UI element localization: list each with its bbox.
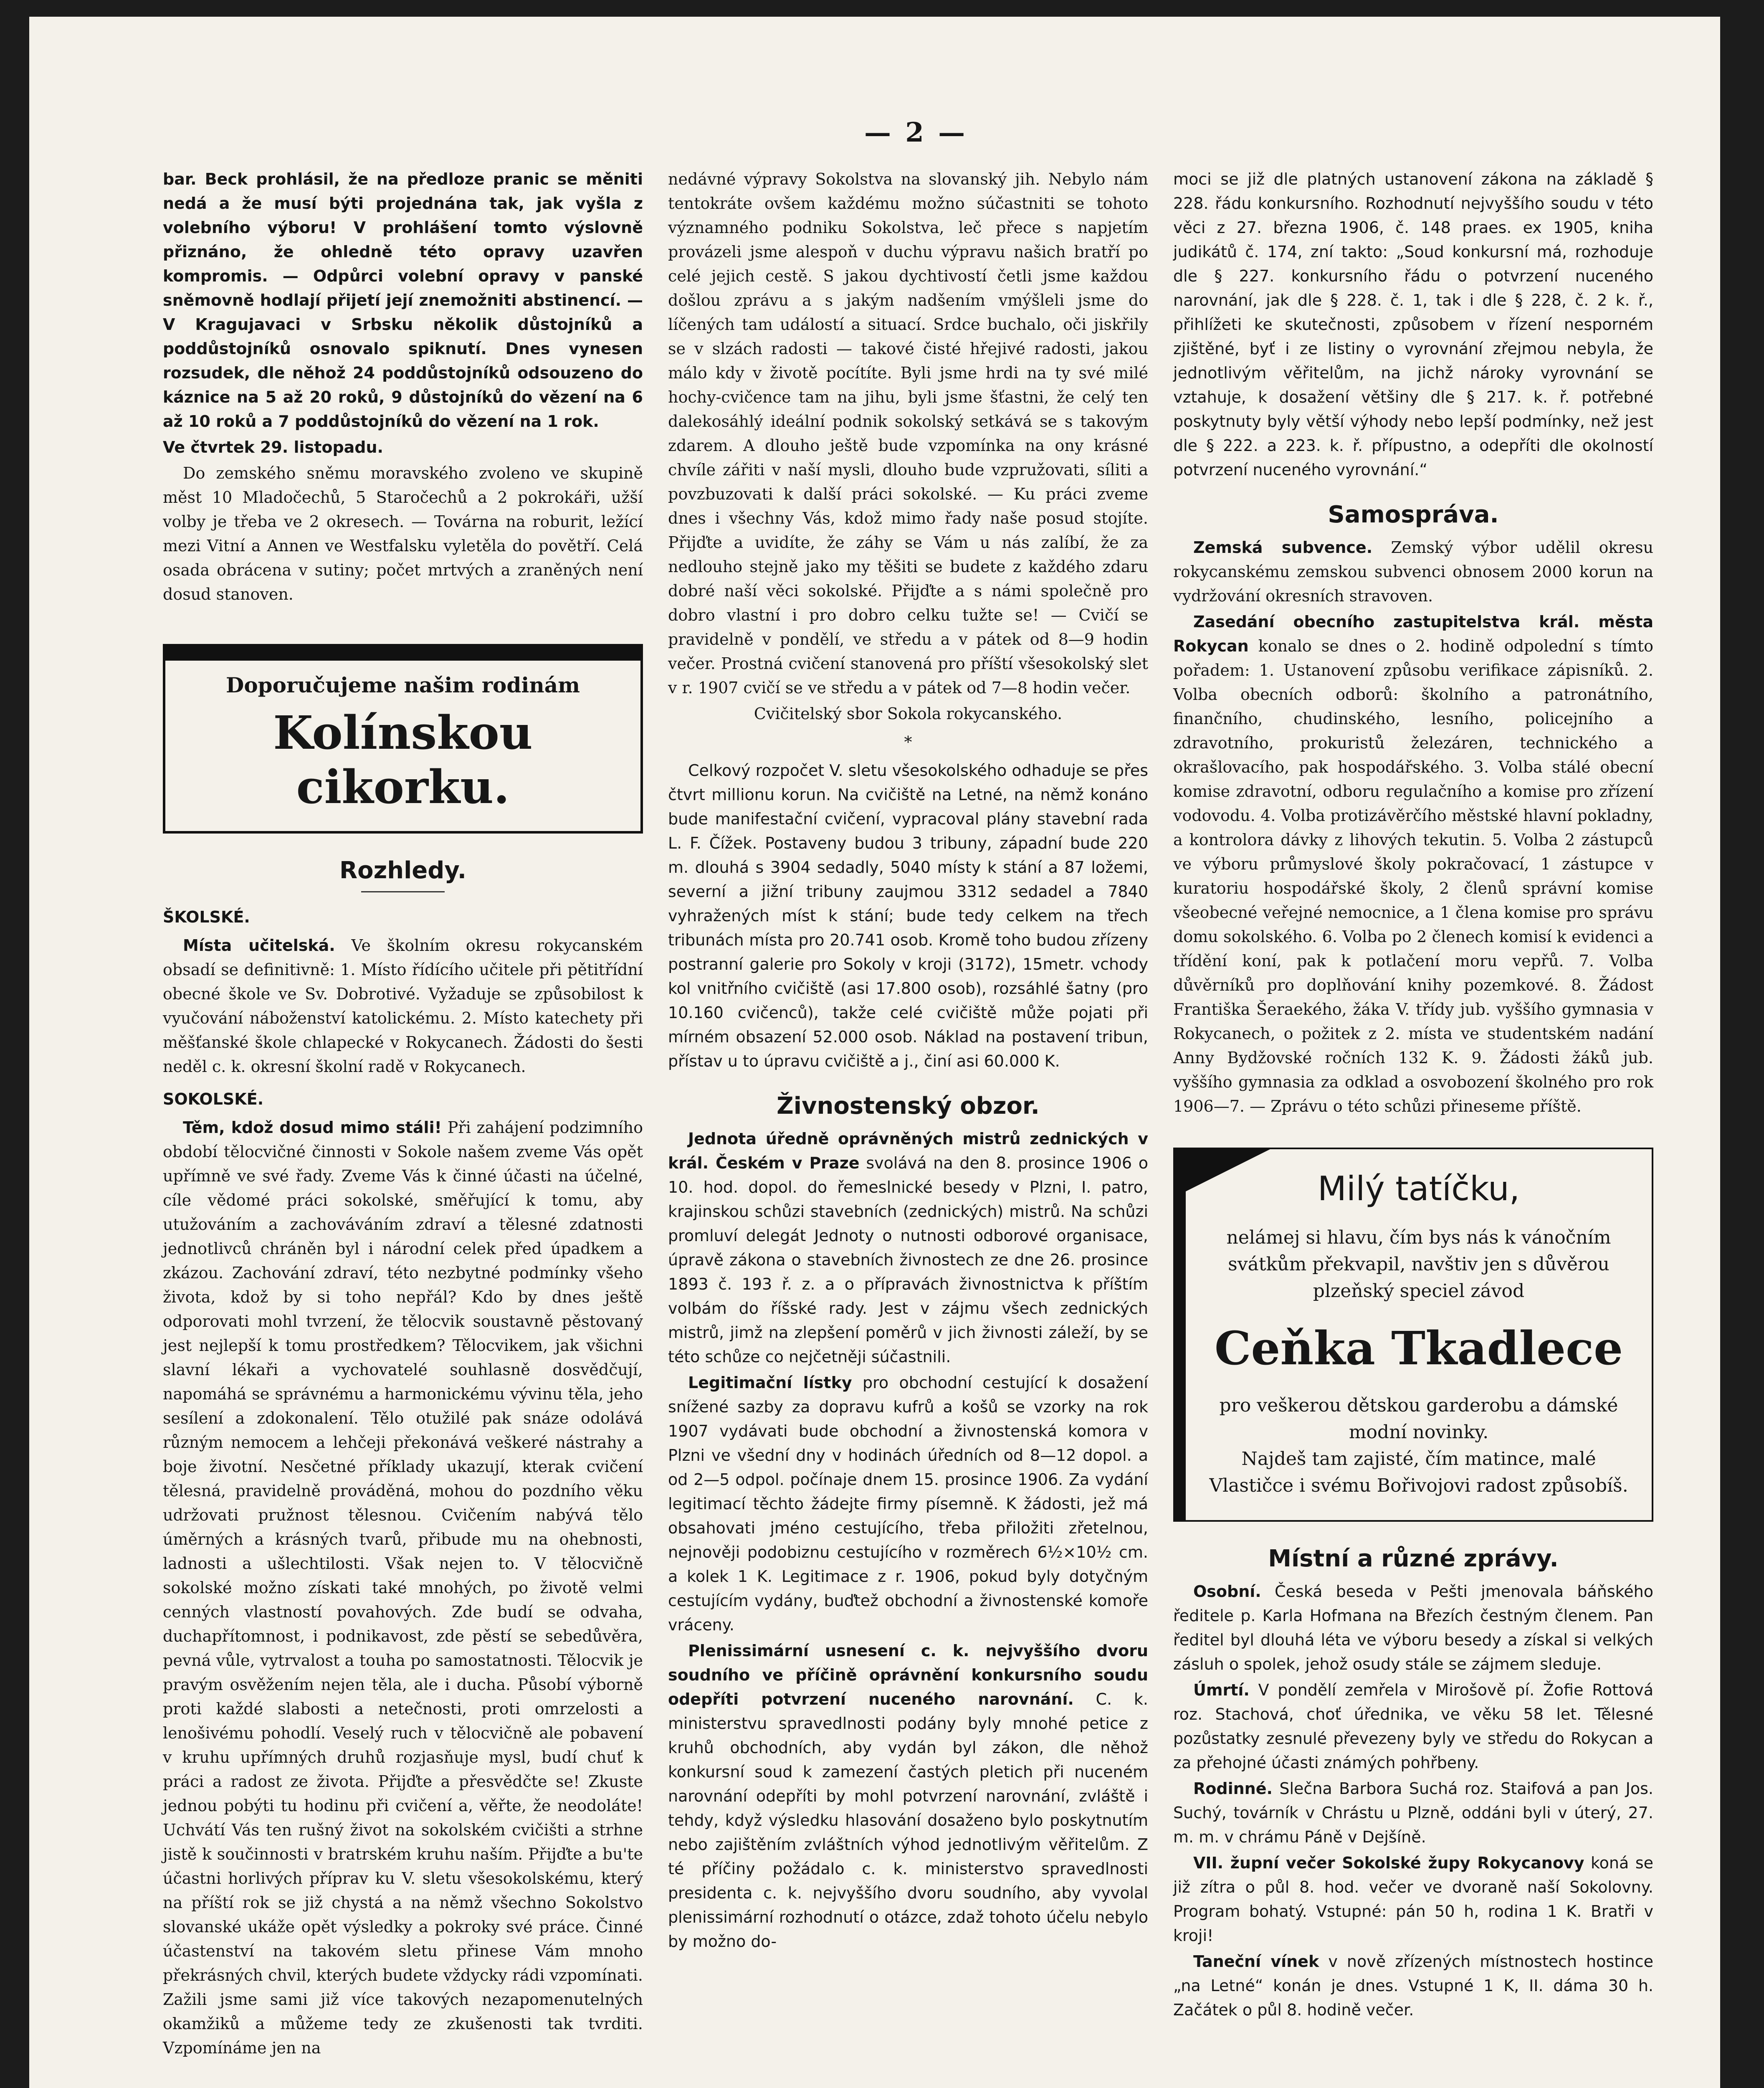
- article-paragraph: [1173, 1851, 1653, 1948]
- article-paragraph: [1173, 1776, 1653, 1849]
- article-text: C. k. ministerstvu spravedlnosti podány byly mnohé petice z kruhů obchodních, aby vydán byl zákon, dle něhož konkursní soud k zamezení častých pletich při nuceném narovnání odepříti by mohl potvrzení narovnání, zvláště i tehdy, když výsledku hlasování dosaženo bylo poskytnutím nebo zajištěním zvláštních výhod jednotlivým věřitelům. Z té příčiny požádalo c. k. ministerstvo spravedlnosti presidenta c. k. nejvyššího dvoru soudního, aby vyvolal plenissimární rozhodnutí o otázce, zdaž tohoto účelu nebylo by možno do-: [668, 1690, 1148, 1951]
- article-text: koná se již zítra o půl 8. hod. večer ve dvoraně naší Sokolovny. Program bohatý. Vstupné: pán 50 h, rodina 1 K. Bratři v kroji!: [1173, 1854, 1653, 1945]
- article-paragraph: [668, 1639, 1148, 1954]
- ad-store-name: Ceňka Tkadlece: [1214, 1321, 1623, 1375]
- article-title: Úmrtí.: [1193, 1681, 1250, 1699]
- article-title: Legitimační lístky: [688, 1373, 852, 1392]
- chicory-advertisement: [163, 644, 643, 834]
- article-paragraph: [1173, 1678, 1653, 1775]
- article-paragraph: nedávné výpravy Sokolstva na slovanský jih. Nebylo nám tentokráte ovšem každému možno súčastniti se tohoto významného podniku Sokolstva, leč přece s napjetím provázeli jsme alespoň v duchu výpravu našich bratří po celé jejich cestě. S jakou dychtivostí četli jsme každou došlou zprávu a s jakým nadšením vmýšleli jsme do líčených tam událostí a situací. Srdce buchalo, oči jiskřily se v slzách radosti — takové čisté hřejivé radosti, jakou málo kdy v životě pocítíte. Byli jsme hrdi na ty své milé hochy-cvičence tam na jihu, byli jsme šťastni, že celý ten dalekosáhlý ideální podnik sokolský setkává se s takovým zdarem. A dlouho ještě bude vzpomínka na ony krásné chvíle zářiti v naší mysli, dlouho bude vzpružovati, síliti a povzbuzovati k další práci sokolské. — Ku práci zveme dnes i všechny Vás, kdož mimo řady naše posud stojíte. Přijďte a uvidíte, že záhy se Vám u nás zalíbí, že za nedlouho stejně jako my těšiti se budete z každého zdaru dobré naší věci sokolské. Přijďte a s námi společně pro dobro vlastní i pro dobro celku tužte se! — Cvičí se pravidelně v pondělí, ve středu a v pátek od 8—9 hodin večer. Prostná cvičení stanovená pro příští všesokolský slet v r. 1907 cvičí se ve středu a v pátek od 7—8 hodin večer.: [668, 170, 1148, 697]
- article-paragraph: moci se již dle platných ustanovení zákona na základě § 228. řádu konkursního. Rozhodnutí nejvyššího soudu v této věci z 27. března 1906, č. 148 praes. ex 1905, kniha judikátů č. 174, zní takto: „Soud konkursní má, rozhoduje dle § 227. konkursního řádu o potvrzení nuceného narovnání, jak dle § 228. č. 1, tak i dle § 228, č. 2 k. ř., přihlížeti ke skutečnosti, způsobem v řízení nesporném zjištěné, byť i ze listiny o vyrovnání zřejmou nebyla, že jednotlivým věřitelům, na jichž nároky vyrovnání se vztahuje, k dosažení většiny dle § 217. k. ř. potřebné poskytnuty byly větší výhody nebo lepší podmínky, než jest dle § 222. a 223. k. ř. přípustno, a odepříti dle okolností potvrzení nuceného vyrovnání.“: [1173, 170, 1653, 479]
- signature: Cvičitelský sbor Sokola rokycanského.: [754, 704, 1063, 723]
- tkadlec-advertisement: [1173, 1148, 1653, 1522]
- article-title: Zemská subvence.: [1193, 538, 1373, 557]
- article-title: Těm, kdož dosud mimo stáli!: [183, 1118, 442, 1137]
- article-title: Rodinné.: [1193, 1779, 1273, 1798]
- ad-corner-decoration: [1173, 1148, 1273, 1198]
- article-paragraph: [163, 933, 643, 1079]
- article-paragraph: [1173, 535, 1653, 608]
- article-title: Osobní.: [1193, 1582, 1261, 1601]
- section-heading: Živnostenský obzor.: [777, 1092, 1040, 1120]
- article-text: Česká beseda v Pešti jmenovala báňského ředitele p. Karla Hofmana na Březích čestným členem. Pan ředitel byl dlouhá léta ve výboru besedy a získal si velkých zásluh o spolek, jehož osudy stále se zájmem sleduje.: [1173, 1582, 1653, 1673]
- column-1: [163, 167, 643, 2062]
- page-number: — 2 —: [864, 117, 968, 148]
- article-paragraph: [668, 1127, 1148, 1369]
- article-paragraph: [668, 1371, 1148, 1637]
- article-paragraph: Do zemského sněmu moravského zvoleno ve skupině měst 10 Mladočechů, 5 Staročechů a 2 pokrokáři, užší volby je třeba ve 2 okresech. — Továrna na roburit, ležící mezi Vitní a Annen ve Westfalsku vyletěla do povětří. Celá osada obrácena v sutiny; počet mrtvých a zraněných není dosud stanoven.: [163, 464, 643, 603]
- article-paragraph: [163, 1115, 643, 2060]
- ad-headline: Kolínskou cikorku.: [273, 706, 533, 814]
- article-paragraph: [1173, 1579, 1653, 1676]
- article-title: Zasedání obecního zastupitelstva král. města Rokycan: [1173, 613, 1653, 655]
- newspaper-page: [29, 17, 1720, 2088]
- article-title: Místa učitelská.: [183, 936, 335, 955]
- divider: [361, 891, 445, 892]
- subsection-heading: ŠKOLSKÉ.: [163, 908, 250, 926]
- article-paragraph: [1173, 610, 1653, 1118]
- article-text: Slečna Barbora Suchá roz. Staifová a pan Jos. Suchý, továrník v Chrástu u Plzně, oddáni byli v úterý, 27. m. m. v chrámu Páně v Dejšíně.: [1173, 1779, 1653, 1846]
- ad-title: Milý tatíčku,: [1317, 1169, 1520, 1208]
- ad-text: Najdeš tam zajisté, čím matince, malé Vlastičce i svému Bořivojovi radost způsobíš.: [1209, 1448, 1628, 1496]
- article-text: v nově zřízených místnostech hostince „na Letné“ konán je dnes. Vstupné 1 K, II. dáma 30 h. Začátek o půl 8. hodině večer.: [1173, 1952, 1653, 2019]
- article-text: konalo se dnes o 2. hodině odpolední s tímto pořadem: 1. Ustanovení způsobu verifikace zápisníků. 2. Volba obecních odborů: školního a patronátního, finančního, chudinského, lesního, policejního a zdravotního, prokuristů železáren, technického a okrašlovacího, pak hospodářského. 3. Volba stálé obecní komise zdravotní, odboru regulačního a komise pro zřízení vodovodu. 4. Volba protizávěrčího městské hlavní pokladny, a kontrolora dávky z lihových tekutin. 5. Volba 2 zástupců ve výboru průmyslové školy pokračovací, 1 zástupce v kuratoriu hospodářské školy, 2 členů správní komise všeobecné veřejné nemocnice, a 1 člena komise pro správu domu sokolského. 6. Volba po 2 členech komisí k evidenci a třídění koní, pak k potlačení moru vepřů. 7. Volba důvěrníků pro doplňování knihy pozemkové. 8. Žádost Františka Šeraekého, žáka V. třídy jub. vyššího gymnasia v Rokycanech, o požitek z 2. místa ve studentském nadání Anny Bydžovské ročních 132 K. 9. Žádosti žáků jub. vyššího gymnasia za odklad a osvobození školného pro rok 1906—7. — Zprávu o této schůzi přineseme příště.: [1173, 637, 1653, 1115]
- article-title: Plenissimární usnesení c. k. nejvyššího dvoru soudního ve příčině oprávnění konkursního soudu odepříti potvrzení nuceného narovnání.: [668, 1642, 1148, 1708]
- article-paragraph: Celkový rozpočet V. sletu všesokolského odhaduje se přes čtvrt millionu korun. Na cvičiště na Letné, na němž konáno bude manifestační cvičení, vypracoval plány stavební rada L. F. Čížek. Postaveny budou 3 tribuny, západní bude 220 m. dlouhá s 3904 sedadly, 5040 místy k stání a 87 ložemi, severní a jižní tribuny zaujmou 3312 sedadel a 7840 vyhražených míst k stání; bude tedy celkem na třech tribunách místa pro 20.741 osob. Kromě toho budou zřízeny postranní galerie pro Sokoly v kroji (3172), 15metr. vchody kol vnitřního cvičiště (asi 17.800 osob), rozsáhlé šatny (pro 10.160 cvičenců), takže celé cvičiště může pojati při mírném obsazení 52.000 osob. Náklad na postavení tribun, přístav u to úpravu cvičiště a j., činí asi 60.000 K.: [668, 761, 1148, 1070]
- separator-star: *: [904, 733, 912, 751]
- article-text: Ve školním okresu rokycanském obsadí se definitivně: 1. Místo řídícího učitele při pětitřídní obecné škole ve Sv. Dobrotivé. Vyžaduje se způsobilost k vyučování náboženství katolickému. 2. Místo katechety při měšťanské škole chlapecké v Rokycanech. Žádosti do šesti neděl c. k. okresní školní radě v Rokycanech.: [163, 936, 643, 1076]
- article-text: svolává na den 8. prosince 1906 o 10. hod. dopol. do řemeslnické besedy v Plzni, I. patro, krajinskou schůzi stavebních (zednických) mistrů. Na schůzi promluví delegát Jednoty o nutnosti odborové organisace, úpravě zákona o stavebních živnostech ze dne 26. prosince 1893 č. 193 ř. z. a o přípravách živnostnictva k příštím volbám do říšské rady. Jest v zájmu všech zednických mistrů, jimž na zlepšení poměrů v jich živnosti záleží, by se této schůze co nejčetněji súčastnili.: [668, 1154, 1148, 1366]
- column-2: [668, 167, 1148, 1955]
- ad-line: Doporučujeme našim rodinám: [225, 673, 580, 697]
- article-text: V pondělí zemřela v Mirošově pí. Žofie Rottová roz. Stachová, choť úřednika, ve věku 58 let. Tělesné pozůstatky zesnulé převezeny byly ve středu do Rokycan a za přehojné účasti známých pohřbeny.: [1173, 1681, 1653, 1772]
- article-title: Taneční vínek: [1193, 1952, 1319, 1971]
- dateline: Ve čtvrtek 29. listopadu.: [163, 438, 383, 456]
- column-3: [1173, 167, 1653, 2024]
- section-heading: Samospráva.: [1328, 501, 1499, 528]
- section-heading: Rozhledy.: [339, 857, 466, 884]
- article-text: pro obchodní cestující k dosažení snížené sazby za dopravu kufrů a košů se vzorky na rok 1907 vydávati bude obchodní a živnostenská komora v Plzni ve všední dny v hodinách úředních od 8—12 dopol. a od 2—5 odpol. počínaje dnem 15. prosince 1906. Za vydání legitimací těchto žádejte firmy písemně. K žádosti, jež má obsahovati jméno cestujícího, třeba přiložiti zřetelnou, nejnověji podobiznu cestujícího v rozměrech 6½×10½ cm. a kolek 1 K. Legitimace z r. 1906, pokud byly dotyčným cestujícím vydány, buďtež obchodní a živnostenské komoře vráceny.: [668, 1373, 1148, 1634]
- article-paragraph: bar. Beck prohlásil, že na předloze pranic se měniti nedá a že musí býti projednána tak, jak vyšla z volebního výboru! V prohlášení tomto výslovně přiznáno, že ohledně této opravy uzavřen kompromis. — Odpůrci volební opravy v panské sněmovně hodlají přijetí její znemožniti abstinencí. — V Kragujavaci v Srbsku několik důstojníků a poddůstojníků osnovalo spiknutí. Dnes vynesen rozsudek, dle něhož 24 poddůstojníků odsouzeno do káznice na 5 až 20 roků, 9 důstojníků do vězení na 6 až 10 roků a 7 poddůstojníků do vězení na 1 rok.: [163, 170, 643, 431]
- ad-text: pro veškerou dětskou garderobu a dámské modní novinky.: [1219, 1395, 1618, 1443]
- article-text: Při zahájení podzimního období tělocvičné činnosti v Sokole našem zveme Vás opět upřímně ve své řady. Zveme Vás k činné účasti na účelné, cíle vědomé práci sokolské, směřující k tomu, aby utužováním a zachováváním zdraví a tělesné zdatnosti jednotlivců chráněn byl i národní celek před úpadkem a zkázou. Zachování zdraví, této nezbytné podmínky všeho života, kdož by si toho nepřál? Kdo by dnes ještě odporovati mohl tvrzení, že tělocvik soustavně pěstovaný jest nejlepší k tomu prostředkem? Tělocvikem, jak všichni slavní lékaři a vychovatelé souhlasně dosvědčují, napomáhá se správnému a harmonickému vývinu těla, jeho sesílení a zdokonalení. Tělo otužilé pak snáze odolává různým nemocem a lehčeji překonává veškeré nástrahy a boje životní. Nesčetné příklady ukazují, kterak cvičení tělesná, pravidelně prováděná, mohou do pozdního věku udržovati pružnost tělesnou. Cvičením nabývá tělo úměrných a krásných tvarů, přibude mu na ohebnosti, ladnosti a ušlechtilosti. Však nejen to. V tělocvičně sokolské možno získati také mnohých, po životě velmi cenných vlastností povahových. Zde budí se odvaha, duchapřítomnost, i podnikavost, zde pěstí se sebedůvěra, pevná vůle, vytrvalost a touha po samostatnosti. Tělocvik je pravým osvěžením nejen těla, ale i ducha. Působí výborně proti každé slabosti a netečnosti, proti omrzelosti a lenošivému pohodlí. Veselý ruch v tělocvičně ale pobavení v kruhu upřímných druhů rozjasňuje mysl, budí chuť k práci a radost ze života. Přijďte a přesvědčte se! Zkuste jednou pobýti tu hodinu při cvičení a, věřte, že neodoláte! Uchvátí Vás ten rušný život na sokolském cvičišti a strhne jistě k součinnosti v bratrském kruhu naším. Přijďte a bu'te účastni horlivých příprav ku V. sletu všesokolskému, který na příští rok se již chystá a na němž všechno Sokolstvo slovanské ukáže opět výsledky a pokroky své práce. Činné účastenství na takovém sletu přinese Vám mnoho překrásných chvil, kterých budete vždycky rádi vzpomínati. Zažili jsme sami již více takových nezapomenutelných okamžiků a můžeme tedy ze zkušenosti tak tvrditi. Vzpomínáme jen na: [163, 1118, 643, 2057]
- ad-text: nelámej si hlavu, čím bys nás k vánočním svátkům překvapil, navštiv jen s důvěrou plzeňský speciel závod: [1226, 1227, 1611, 1302]
- subsection-heading: SOKOLSKÉ.: [163, 1090, 264, 1108]
- article-text: Zemský výbor udělil okresu rokycanskému zemskou subvenci obnosem 2000 korun na vydržování okresních stravoven.: [1173, 538, 1653, 605]
- article-title: Jednota úředně oprávněných mistrů zednických v král. Českém v Praze: [668, 1130, 1148, 1172]
- section-heading: Místní a různé zprávy.: [1268, 1545, 1559, 1572]
- article-paragraph: [1173, 1949, 1653, 2022]
- article-title: VII. župní večer Sokolské župy Rokycanovy: [1193, 1854, 1584, 1872]
